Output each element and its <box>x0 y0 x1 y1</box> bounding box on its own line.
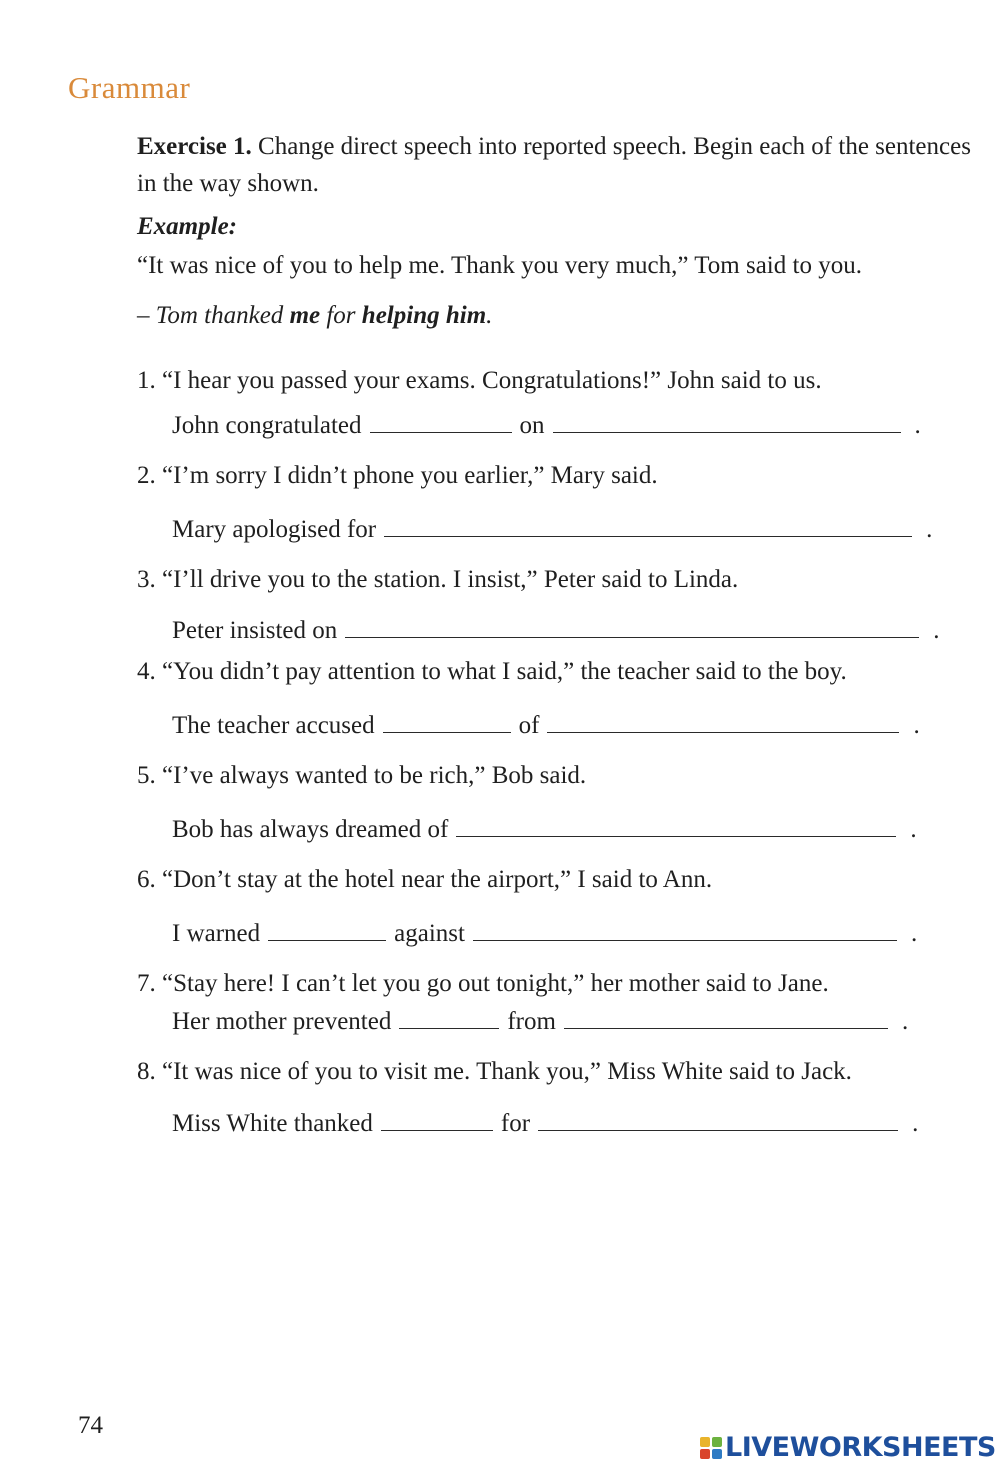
page-number: 74 <box>78 1412 103 1439</box>
item-7-blank-1[interactable] <box>399 1006 499 1029</box>
example-quote: “It was nice of you to help me. Thank you very much,” Tom said to you. <box>137 252 862 279</box>
exercise-instructions <box>137 128 982 202</box>
item-3-answer: Peter insisted on . <box>172 617 940 644</box>
item-2-quote: 2. “I’m sorry I didn’t phone you earlier,” Mary said. <box>137 462 658 489</box>
item-2-answer: Mary apologised for . <box>172 516 933 543</box>
item-6-blank-2[interactable] <box>473 918 897 941</box>
item-5-answer: Bob has always dreamed of . <box>172 816 917 843</box>
liveworksheets-logo-icon <box>700 1437 722 1459</box>
item-7-blank-2[interactable] <box>564 1006 888 1029</box>
exercise-text: Change direct speech into reported speech. Begin each of the sentences in the way shown. <box>137 133 971 197</box>
item-8-quote: 8. “It was nice of you to visit me. Thank you,” Miss White said to Jack. <box>137 1058 852 1085</box>
item-4-quote: 4. “You didn’t pay attention to what I said,” the teacher said to the boy. <box>137 658 847 685</box>
item-1-blank-1[interactable] <box>370 410 512 433</box>
item-8-blank-2[interactable] <box>538 1108 898 1131</box>
item-4-blank-2[interactable] <box>547 710 899 733</box>
item-2-blank-1[interactable] <box>384 514 912 537</box>
item-8-answer: Miss White thanked for . <box>172 1110 919 1137</box>
item-1-blank-2[interactable] <box>553 410 901 433</box>
item-8-blank-1[interactable] <box>381 1108 493 1131</box>
brand-text: LIVEWORKSHEETS <box>725 1432 996 1463</box>
item-6-quote: 6. “Don’t stay at the hotel near the airport,” I said to Ann. <box>137 866 713 893</box>
item-1-answer: John congratulated on . <box>172 412 921 439</box>
item-6-blank-1[interactable] <box>268 918 386 941</box>
item-1-quote: 1. “I hear you passed your exams. Congratulations!” John said to us. <box>137 367 822 394</box>
item-3-quote: 3. “I’ll drive you to the station. I insist,” Peter said to Linda. <box>137 566 739 593</box>
item-3-blank-1[interactable] <box>345 615 919 638</box>
exercise-label: Exercise 1. <box>137 133 252 160</box>
item-4-blank-1[interactable] <box>383 710 511 733</box>
liveworksheets-brand <box>700 1432 996 1463</box>
item-6-answer: I warned against . <box>172 920 918 947</box>
item-7-answer: Her mother prevented from . <box>172 1008 909 1035</box>
item-5-blank-1[interactable] <box>456 814 896 837</box>
item-4-answer: The teacher accused of . <box>172 712 920 739</box>
item-5-quote: 5. “I’ve always wanted to be rich,” Bob said. <box>137 762 587 789</box>
item-7-quote: 7. “Stay here! I can’t let you go out tonight,” her mother said to Jane. <box>137 970 829 997</box>
section-title: Grammar <box>68 70 191 105</box>
example-answer: – Tom thanked me for helping him. <box>137 302 493 329</box>
example-label: Example: <box>137 213 237 240</box>
